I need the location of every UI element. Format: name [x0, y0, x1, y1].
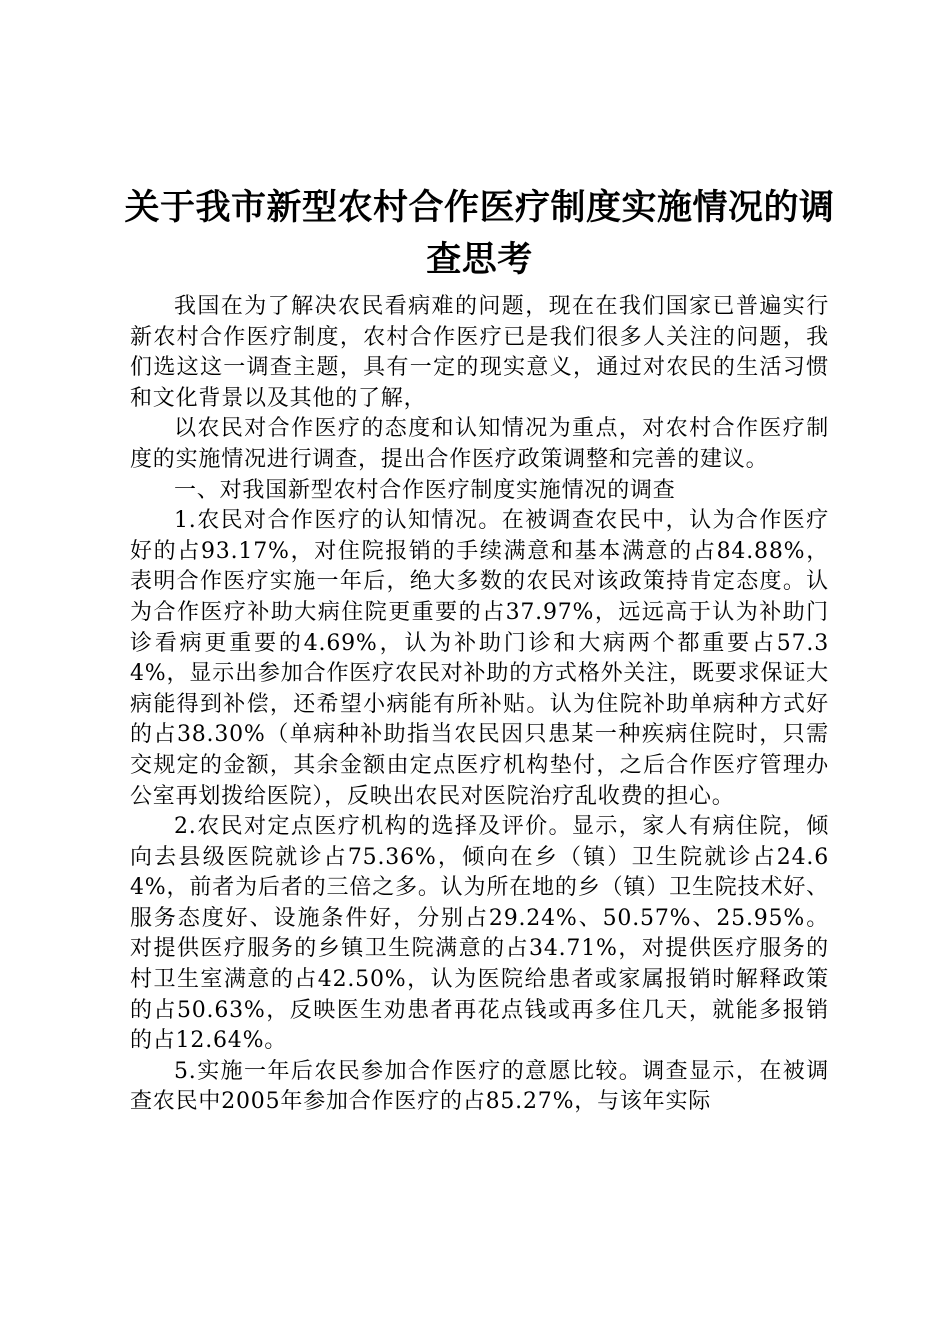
document-page	[124, 182, 835, 1118]
section-heading: 一、对我国新型农村合作医疗制度实施情况的调查	[174, 477, 676, 503]
document-body	[130, 292, 829, 1118]
awareness-paragraph: 1.农民对合作医疗的认知情况。在被调查农民中，认为合作医疗好的占93.17%，对住院报销的手续满意和基本满意的占84.88%，表明合作医疗实施一年后，绝大多数的农民对该政策持肯定态度。认为合作医疗补助大病住院更重要的占37.97%，远远高于认为补助门诊看病更重要的4.69%，认为补助门诊和大病两个都重要占57.34%，显示出参加合作医疗农民对补助的方式格外关注，既要求保证大病能得到补偿，还希望小病能有所补贴。认为住院补助单病种方式好的占38.30%（单病种补助指当农民因只患某一种疾病住院时，只需交规定的金额，其余金额由定点医疗机构垫付，之后合作医疗管理办公室再划拨给医院），反映出农民对医院治疗乱收费的担心。	[130, 508, 829, 809]
institution-paragraph: 2.农民对定点医疗机构的选择及评价。显示，家人有病住院，倾向去县级医院就诊占75.36%，倾向在乡（镇）卫生院就诊占24.64%，前者为后者的三倍之多。认为所在地的乡（镇）卫生院技术好、服务态度好、设施条件好，分别占29.24%、50.57%、25.95%。对提供医疗服务的乡镇卫生院满意的占34.71%，对提供医疗服务的村卫生室满意的占42.50%，认为医院给患者或家属报销时解释政策的占50.63%，反映医生劝患者再花点钱或再多住几天，就能多报销的占12.64%。	[130, 814, 829, 1054]
intro-paragraph: 我国在为了解决农民看病难的问题，现在在我们国家已普遍实行新农村合作医疗制度，农村合作医疗已是我们很多人关注的问题，我们选这这一调查主题，具有一定的现实意义，通过对农民的生活习惯和文化背景以及其他的了解，	[130, 294, 829, 411]
willingness-paragraph: 5.实施一年后农民参加合作医疗的意愿比较。调查显示，在被调查农民中2005年参加合作医疗的占85.27%，与该年实际	[130, 1058, 829, 1115]
title-line-1: 关于我市新型农村合作医疗制度实施情况的调	[124, 187, 835, 228]
focus-paragraph: 以农民对合作医疗的态度和认知情况为重点，对农村合作医疗制度的实施情况进行调查，提出合作医疗政策调整和完善的建议。	[130, 416, 829, 472]
title-line-2: 查思考	[426, 239, 533, 280]
document-title	[124, 182, 835, 286]
